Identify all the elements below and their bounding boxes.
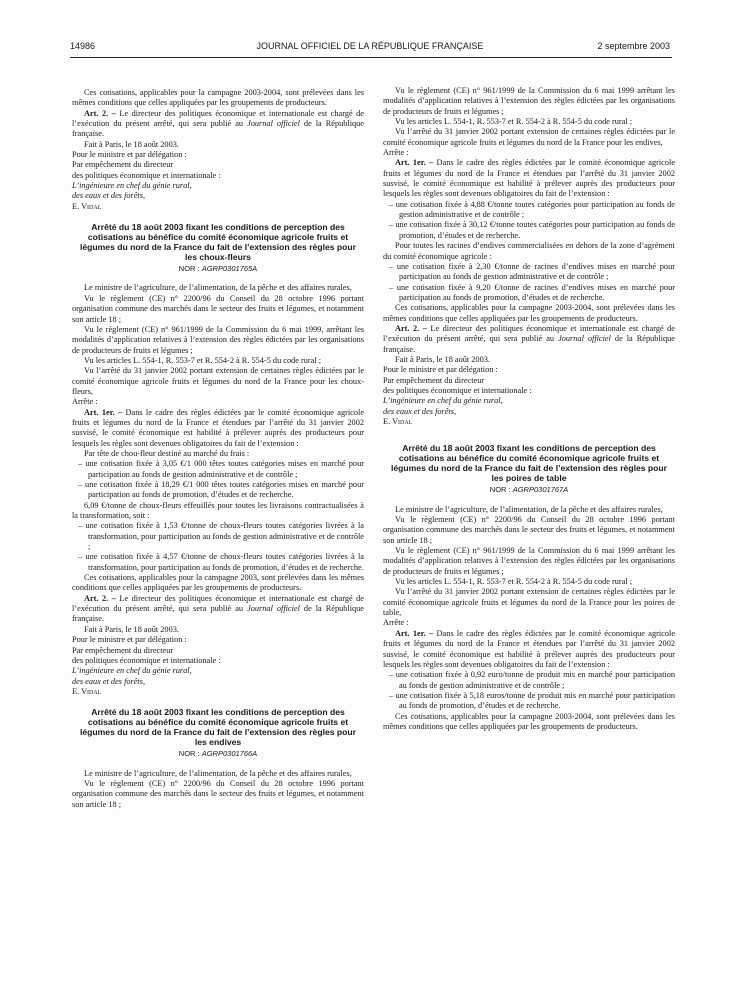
sig-line: des politiques économique et internationale : [72, 170, 221, 180]
page-number: 14986 [70, 41, 96, 51]
done-at: Fait à Paris, le 18 août 2003. [84, 624, 179, 634]
sig-line: Pour le ministre et par délégation : [72, 635, 187, 645]
signatory: E. Vidal [72, 686, 102, 696]
header-rule [70, 57, 672, 58]
arrete-heading: Arrête : [72, 397, 98, 407]
sig-line: des eaux et des forêts, [72, 191, 146, 201]
article-2 [72, 594, 364, 625]
nor-reference [383, 485, 675, 495]
paragraph: Vu l’arrêté du 31 janvier 2002 portant extension de certaines règles édictées par le comité économique agricole fruits et légumes du nord de la France pour les poires de table, [383, 587, 675, 618]
article-text: Le directeur des politiques économique et internationale est chargé de l’exécution du présent arrêté, qui sera publié au [72, 108, 364, 129]
paragraph: Vu le règlement (CE) n° 2200/96 du Conseil du 28 octobre 1996 portant organisation commune des marchés dans le secteur des fruits et légumes, et notamment son article 18 ; [383, 515, 675, 545]
sig-line: Pour le ministre et par délégation : [383, 365, 498, 375]
nor-label: NOR : [489, 485, 513, 495]
list-item: – une cotisation fixée à 9,20 €/tonne de racines d’endives mises en marché pour participation au fonds de promotion, d’études et de recherche. [389, 282, 675, 302]
nor-reference [72, 749, 364, 759]
nor-code: AGRP0301766A [201, 749, 258, 759]
nor-code: AGRP0301765A [201, 264, 258, 274]
sig-line: Pour le ministre et par délégation : [72, 150, 187, 160]
arrete-heading: Arrête : [383, 148, 409, 158]
signatory: E. Vidal [72, 201, 102, 211]
signature-block [72, 150, 364, 212]
paragraph: Pour toutes les racines d’endives commercialisées en dehors de la zone d’agrément du comité économique agricole : [383, 241, 675, 261]
paragraph: Vu le règlement (CE) n° 961/1999 de la Commission du 6 mai 1999 arrêtant les modalités d’application relatives à l’extension des règles édictées par les organisations de producteurs de fruits et légumes ; [383, 86, 675, 116]
paragraph: Ces cotisations, applicables pour la campagne 2003-2004, sont prélevées dans les mêmes conditions que celles appliquées par les groupements de producteurs. [383, 711, 675, 731]
article-text: Dans le cadre des règles édictées par le comité économique agricole fruits et légumes du nord de la France et étendues par l’arrêté du 31 janvier 2002 susvisé, le comité économique est habilité à prélever auprès des producteurs pour lesquels les règles sont devenues obligatoires du fait de l’extension : [383, 158, 676, 199]
signature-block [72, 635, 364, 697]
paragraph: Le ministre de l’agriculture, de l’alimentation, de la pêche et des affaires rurales, [84, 768, 352, 778]
list-item: – une cotisation fixée à 0,92 euro/tonne de produit mis en marché pour participation au fonds de gestion administrative et de contrôle ; [389, 670, 675, 690]
article-2 [72, 109, 364, 140]
nor-reference [72, 264, 364, 274]
paragraph: Vu les articles L. 554-1, R. 553-7 et R. 554-2 à R. 554-5 du code rural ; [395, 577, 633, 587]
article-label: Art. 1er. – [395, 628, 434, 638]
article-1 [72, 408, 364, 449]
sig-line: des eaux et des forêts, [72, 676, 146, 686]
paragraph: Vu l’arrêté du 31 janvier 2002 portant extension de certaines règles édictées par le comité économique agricole fruits et légumes du nord de la France pour les choux-fleurs, [72, 366, 364, 396]
paragraph: Vu les articles L. 554-1, R. 553-7 et R. 554-2 à R. 554-5 du code rural ; [395, 117, 633, 127]
sig-line: des politiques économique et internationale : [383, 385, 532, 395]
list-item: – une cotisation fixée à 30,12 €/tonne toutes catégories pour participation au fonds de promotion, d’études et de recherche. [389, 220, 675, 240]
sig-line: L’ingénieure en chef du génie rural, [72, 666, 192, 676]
paragraph: Le ministre de l’agriculture, de l’alimentation, de la pêche et des affaires rurales, [84, 283, 352, 293]
article-label: Art. 2. – [84, 593, 116, 603]
decree-title: Arrêté du 18 août 2003 fixant les conditions de perception des cotisations au bénéfice du comité économique agricole fruits et légumes du nord de la France du fait de l’extension des règles pour les choux-fleurs [79, 222, 356, 263]
paragraph: Vu le règlement (CE) n° 2200/96 du Conseil du 28 octobre 1996 portant organisation commune des marchés dans le secteur des fruits et légumes, et notamment son article 18 ; [72, 293, 364, 324]
list-item: – une cotisation fixée à 1,53 €/tonne de choux-fleurs toutes catégories livrées à la transformation, pour participation au fonds de gestion administrative et de contrôle ; [78, 521, 364, 552]
sig-line: Par empêchement du directeur [72, 645, 174, 655]
done-at: Fait à Paris, le 18 août 2003. [395, 354, 490, 364]
journal-ref: Journal officiel [247, 119, 300, 129]
sig-line: Par empêchement du directeur [72, 160, 174, 170]
paragraph: Vu le règlement (CE) n° 2200/96 du Conseil du 28 octobre 1996 portant organisation commune des marchés dans le secteur des fruits et légumes, et notamment son article 18 ; [72, 778, 364, 809]
decree-title: Arrêté du 18 août 2003 fixant les conditions de perception des cotisations au bénéfice du comité économique agricole fruits et légumes du nord de la France du fait de l’extension des règles pour les endives [79, 707, 356, 748]
paragraph: 6,09 €/tonne de choux-fleurs effeuillés pour toutes les livraisons contractualisées à la transformation, soit : [72, 500, 364, 521]
article-label: Art. 1er. – [84, 407, 123, 417]
list-item: – une cotisation fixée à 4,57 €/tonne de choux-fleurs toutes catégories livrées à la transformation, pour participation au fonds de promotion, d’études et de recherche. [78, 552, 364, 572]
article-text-end: de la République française. [72, 604, 364, 624]
sig-line: L’ingénieure en chef du génie rural, [383, 396, 503, 406]
list-item: – une cotisation fixée à 3,05 €/1 000 têtes toutes catégories mises en marché pour participation au fonds de gestion administrative et de contrôle ; [78, 459, 364, 479]
nor-code: AGRP0301767A [512, 485, 569, 495]
paragraph: Le ministre de l’agriculture, de l’alimentation, de la pêche et des affaires rurales, [395, 504, 663, 514]
article-label: Art. 2. – [395, 323, 427, 333]
article-text: Dans le cadre des règles édictées par le comité économique agricole fruits et légumes du nord de la France et étendues par l’arrêté du 31 janvier 2002 susvisé, le comité économique est habilité à prélever auprès des producteurs pour lesquels les règles sont devenues obligatoires du fait de l’extension : [383, 628, 676, 669]
paragraph: Vu le règlement (CE) n° 961/1999 de la Commission du 6 mai 1999 arrêtant les modalités d’application relatives à l’extension des règles édictées par les organisations de producteurs de fruits et légumes ; [383, 546, 675, 576]
page-header [70, 40, 670, 52]
signature-block [383, 365, 675, 427]
nor-label: NOR : [178, 264, 202, 274]
list-item: – une cotisation fixée à 5,18 euros/tonne de produit mis en marché pour participation au fonds de promotion, d’études et de recherche. [389, 690, 675, 711]
article-text-end: de la République française. [72, 119, 364, 139]
paragraph: Par tête de chou-fleur destiné au marché du frais : [84, 448, 250, 458]
paragraph: Vu l’arrêté du 31 janvier 2002 portant extension de certaines règles édictées par le comité économique agricole fruits et légumes du nord de la France pour les endives, [383, 127, 675, 147]
sig-line: Par empêchement du directeur [383, 375, 485, 385]
paragraph: Ces cotisations, applicables pour la campagne 2003-2004, sont prélevées dans les mêmes conditions que celles appliquées par les groupements de producteurs. [72, 88, 364, 108]
publication-date: 2 septembre 2003 [597, 41, 670, 51]
article-text: Le directeur des politiques économique et internationale est chargé de l’exécution du présent arrêté, qui sera publié au [383, 323, 675, 344]
article-label: Art. 1er. – [395, 158, 434, 168]
article-text-end: de la République française. [383, 334, 675, 354]
journal-ref: Journal officiel [247, 604, 300, 614]
paragraph: Vu le règlement (CE) n° 961/1999 de la Commission du 6 mai 1999, arrêtant les modalités d’application relatives à l’extension des règles édictées par les organisations de producteurs de fruits et légumes ; [72, 324, 364, 355]
list-item: – une cotisation fixée à 4,88 €/tonne toutes catégories pour participation au fonds de gestion administrative et de contrôle ; [389, 199, 675, 220]
article-text: Le directeur des politiques économique et internationale est chargé de l’exécution du présent arrêté, qui sera publié au [72, 593, 364, 614]
paragraph: Ces cotisations, applicables pour la campagne 2003-2004, sont prélevées dans les mêmes conditions que celles appliquées par les groupements de producteurs. [383, 303, 675, 323]
decree-title: Arrêté du 18 août 2003 fixant les conditions de perception des cotisations au bénéfice du comité économique agricole fruits et légumes du nord de la France du fait de l’extension des règles pour les poires de table [390, 443, 667, 484]
journal-ref: Journal officiel [558, 334, 611, 344]
left-column [72, 88, 364, 810]
journal-title: JOURNAL OFFICIEL DE LA RÉPUBLIQUE FRANÇAISE [256, 41, 484, 51]
article-1 [383, 158, 675, 199]
paragraph: Vu les articles L. 554-1, R. 553-7 et R. 554-2 à R. 554-5 du code rural ; [84, 355, 322, 365]
article-2 [383, 324, 675, 355]
done-at: Fait à Paris, le 18 août 2003. [84, 139, 179, 149]
article-1 [383, 629, 675, 670]
article-text: Dans le cadre des règles édictées par le comité économique agricole fruits et légumes du nord de la France et étendues par l’arrêté du 31 janvier 2002 susvisé, le comité économique est habilité à prélever auprès des producteurs pour lesquels les règles sont devenues obligatoires du fait de l’extension : [72, 407, 365, 448]
list-item: – une cotisation fixée à 2,30 €/tonne de racines d’endives mises en marché pour participation au fonds de gestion administrative et de contrôle ; [389, 261, 675, 282]
sig-line: L’ingénieure en chef du génie rural, [72, 181, 192, 191]
right-column [383, 86, 675, 732]
arrete-heading: Arrête : [383, 618, 409, 628]
nor-label: NOR : [178, 749, 202, 759]
paragraph: Ces cotisations, applicables pour la campagne 2003, sont prélevées dans les mêmes conditions que celles appliquées par les groupements de producteurs. [72, 573, 364, 593]
signatory: E. Vidal [383, 417, 413, 426]
sig-line: des eaux et des forêts, [383, 406, 457, 416]
list-item: – une cotisation fixée à 18,29 €/1 000 têtes toutes catégories mises en marché pour participation au fonds de promotion, d’études et de recherche. [78, 480, 364, 500]
sig-line: des politiques économique et internationale : [72, 655, 221, 665]
article-label: Art. 2. – [84, 108, 116, 118]
